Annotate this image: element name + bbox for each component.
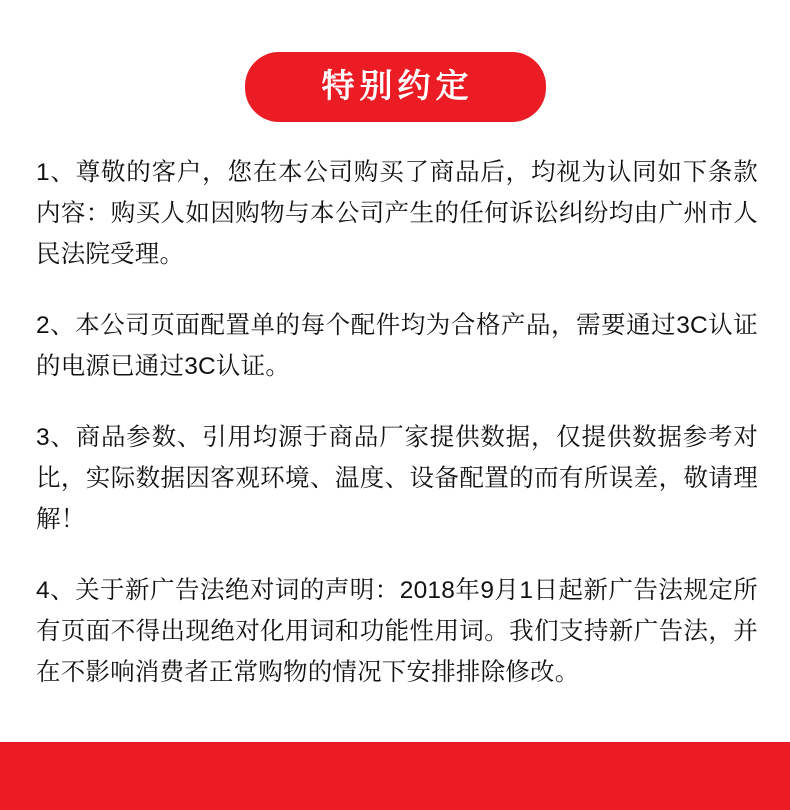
- terms-item: 1、尊敬的客户，您在本公司购买了商品后，均视为认同如下条款内容：购买人如因购物与本公司产生的任何诉讼纠纷均由广州市人民法院受理。: [36, 159, 758, 268]
- terms-item: 3、商品参数、引用均源于商品厂家提供数据，仅提供数据参考对比，实际数据因客观环境、温度、设备配置的而有所误差，敬请理解！: [36, 424, 758, 533]
- banner-title-container: [0, 52, 790, 122]
- terms-item: 2、本公司页面配置单的每个配件均为合格产品，需要通过3C认证的电源已通过3C认证。: [36, 312, 758, 380]
- terms-item: 4、关于新广告法绝对词的声明：2018年9月1日起新广告法规定所有页面不得出现绝对化用词和功能性用词。我们支持新广告法，并在不影响消费者正常购物的情况下安排排除修改。: [36, 577, 758, 686]
- page-title: 特别约定: [245, 52, 546, 122]
- terms-list: [36, 152, 758, 693]
- bottom-red-strip: [0, 742, 790, 810]
